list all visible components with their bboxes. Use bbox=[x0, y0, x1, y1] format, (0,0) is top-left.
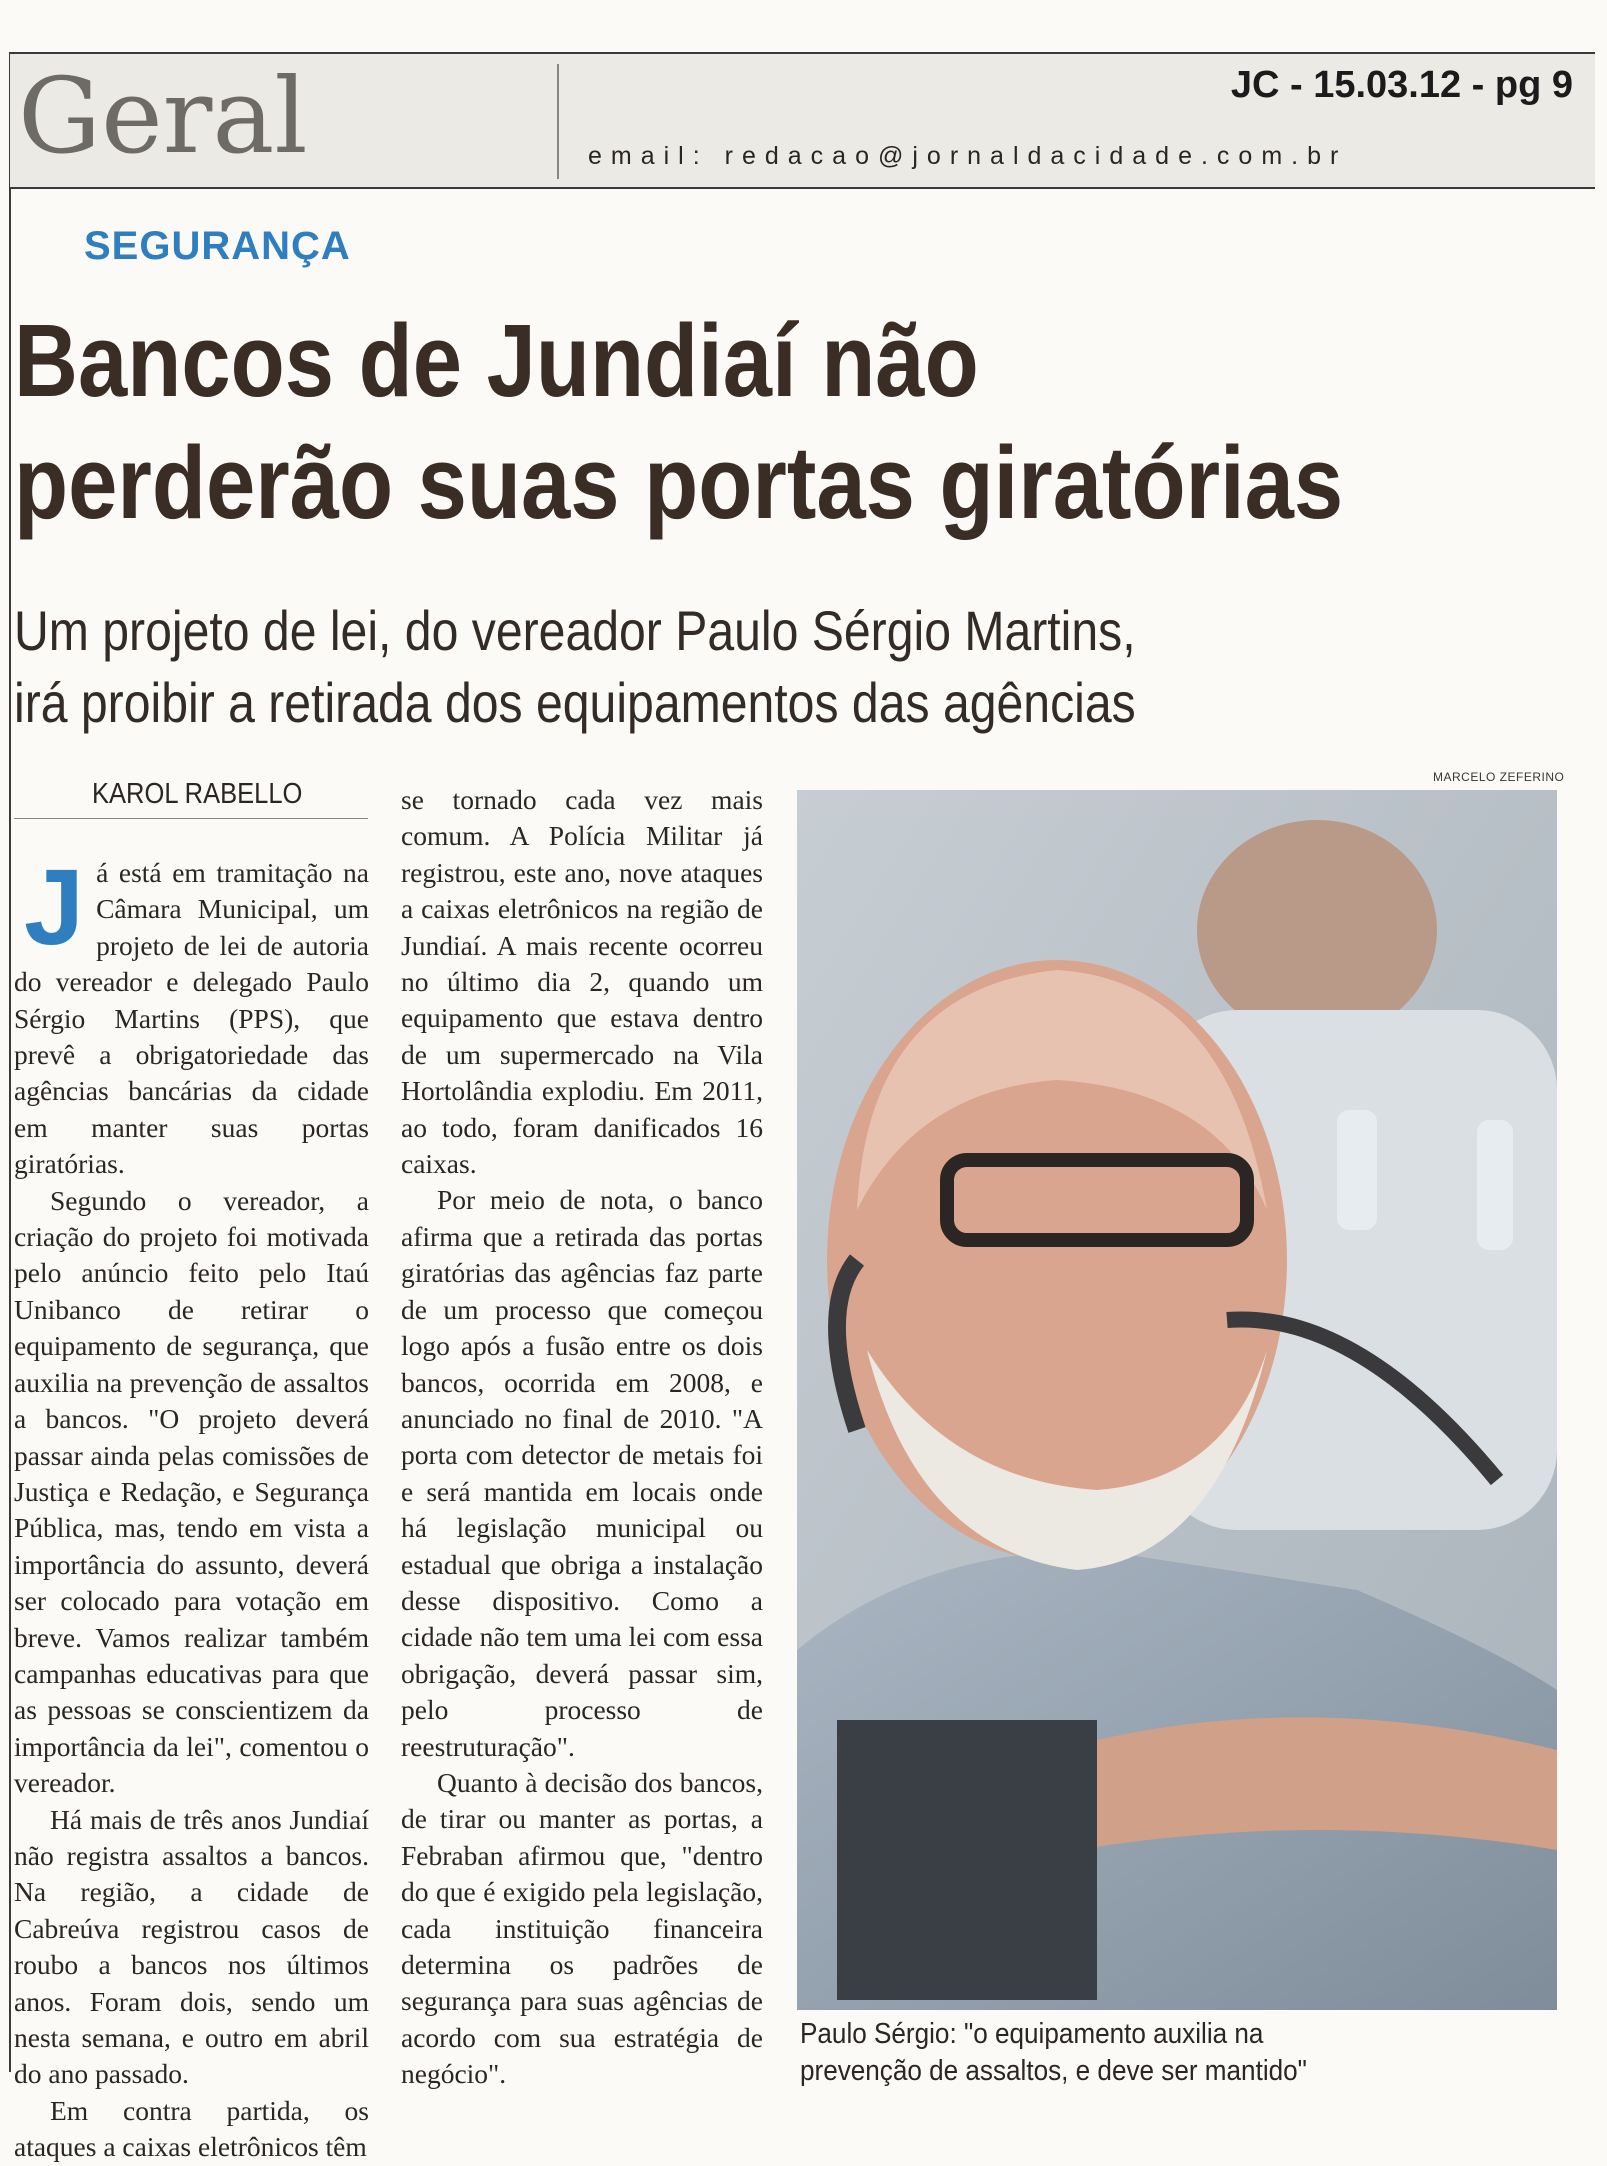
byline: KAROL RABELLO bbox=[92, 778, 303, 810]
section-title: Geral bbox=[18, 55, 308, 177]
deck-line-2: irá proibir a retirada dos equipamentos das agências bbox=[14, 671, 1136, 734]
photo-caption bbox=[800, 2016, 1502, 2090]
body-column-2 bbox=[401, 782, 763, 2093]
photo-credit: MARCELO ZEFERINO bbox=[1433, 770, 1565, 784]
article-deck bbox=[14, 595, 1381, 739]
body-paragraph: Já está em tramitação na Câmara Municipal, um projeto de lei de autoria do vereador e delegado Paulo Sérgio Martins (PPS), que prevê a obrigatoriedade das agências bancárias da cidade em manter suas portas giratórias. bbox=[14, 846, 369, 1180]
body-paragraph: Há mais de três anos Jundiaí não registra assaltos a bancos. Na região, a cidade de Cabreúva registrou casos de roubo a bancos nos últimos anos. Foram dois, sendo um nesta semana, e outro em abril do ano passado. bbox=[14, 1803, 369, 2090]
article-headline bbox=[14, 300, 1381, 544]
byline-rule bbox=[14, 818, 368, 819]
page-left-rule bbox=[9, 52, 11, 2072]
headline-line-2: perderão suas portas giratórias bbox=[14, 425, 1344, 540]
caption-line-2: prevenção de assaltos, e deve ser mantido" bbox=[800, 2055, 1307, 2087]
header-divider bbox=[557, 64, 559, 179]
headline-line-1: Bancos de Jundiaí não bbox=[14, 303, 979, 418]
body-paragraph: Segundo o vereador, a criação do projeto foi motivada pelo anúncio feito pelo Itaú Unibanco de retirar o equipamento de segurança, que auxilia na prevenção de assaltos a bancos. "O projeto deverá passar ainda pelas comissões de Justiça e Redação, e Segurança Pública, mas, tendo em vista a importância do assunto, deverá ser colocado para votação em breve. Vamos realizar também campanhas educativas para que as pessoas se conscientizem da importância da lei", comentou o vereador. bbox=[14, 1184, 369, 1799]
body-paragraph: Quanto à decisão dos bancos, de tirar ou manter as portas, a Febraban afirmou que, "dentro do que é exigido pela legislação, cada instituição financeira determina os padrões de segurança para suas agências de acordo com sua estratégia de negócio". bbox=[401, 1766, 763, 2090]
newsroom-email: email: redacao@jornaldacidade.com.br bbox=[588, 142, 1348, 170]
body-paragraph: Por meio de nota, o banco afirma que a retirada das portas giratórias das agências faz parte de um processo que começou logo após a fusão entre os dois bancos, ocorrida em 2008, e anunciado no final de 2010. "A porta com detector de metais foi e será mantida em locais onde há legislação municipal ou estadual que obriga a instalação desse dispositivo. Como a cidade não tem uma lei com essa obrigação, deverá passar sim, pelo processo de reestruturação". bbox=[401, 1184, 763, 1762]
caption-line-1: Paulo Sérgio: "o equipamento auxilia na bbox=[800, 2018, 1264, 2050]
body-paragraph: se tornado cada vez mais comum. A Polícia Militar já registrou, este ano, nove ataques a caixas eletrônicos na região de Jundiaí. A mais recente ocorreu no último dia 2, quando um equipamento que estava dentro de um supermercado na Vila Hortolândia explodiu. Em 2011, ao todo, foram danificados 16 caixas. bbox=[401, 784, 763, 1180]
drop-cap: J bbox=[24, 846, 85, 967]
article-photo bbox=[797, 790, 1557, 2010]
page-reference: JC - 15.03.12 - pg 9 bbox=[1230, 64, 1573, 106]
article-kicker: SEGURANÇA bbox=[84, 224, 351, 268]
photo-illustration bbox=[797, 790, 1557, 2010]
body-paragraph: Em contra partida, os ataques a caixas eletrônicos têm bbox=[14, 2094, 369, 2163]
body-column-1 bbox=[14, 846, 369, 2166]
deck-line-1: Um projeto de lei, do vereador Paulo Sérgio Martins, bbox=[14, 599, 1136, 662]
